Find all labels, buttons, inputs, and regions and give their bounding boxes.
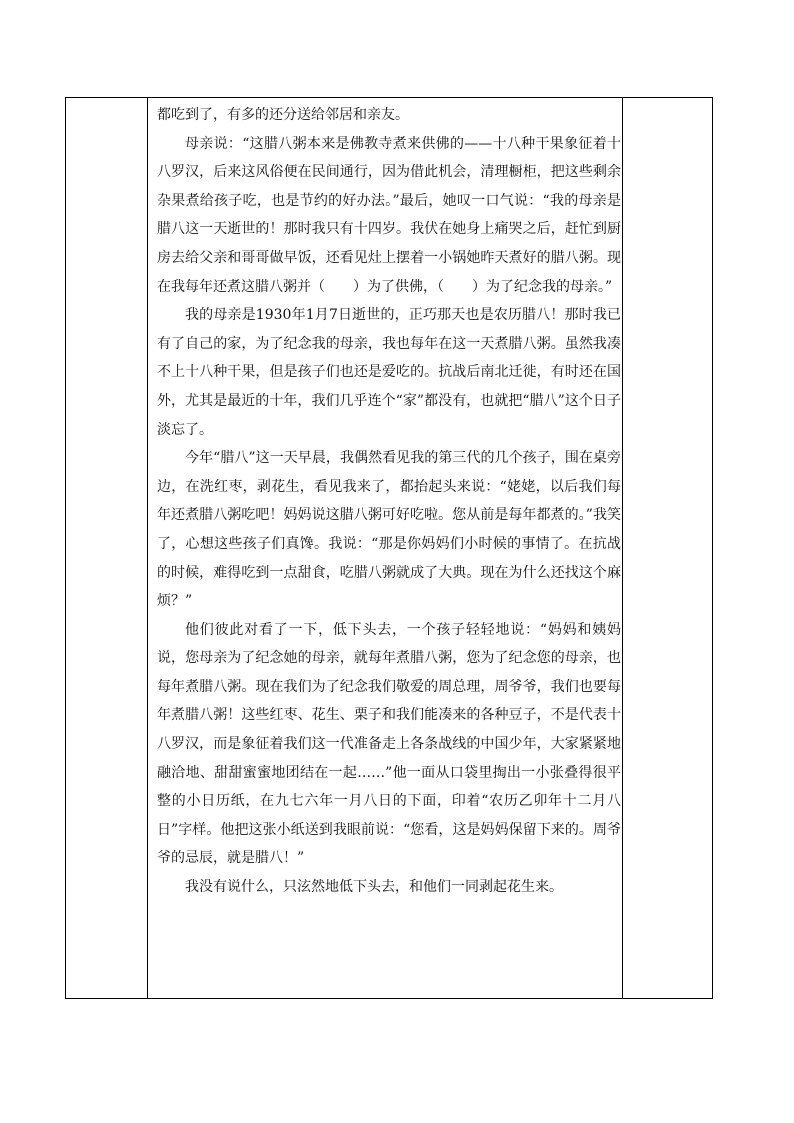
paragraph: 母亲说：“这腊八粥本来是佛教寺煮来供佛的——十八种干果象征着十八罗汉，后来这风俗便在民间通行，因为借此机会，清理橱柜，把这些剩余杂果煮给孩子吃，也是节约的好办法。”最后，她叹一口气说：“我的母亲是腊八这一天逝世的！那时我只有十四岁。我伏在她身上痛哭之后，赶忙到厨房去给父亲和哥哥做早饭，还看见灶上摆着一小锅她昨天煮好的腊八粥。现在我每年还煮这腊八粥并（ ）为了供佛，（ ）为了纪念我的母亲。” [157,135,621,295]
paragraph: 都吃到了，有多的还分送给邻居和亲友。 [157,107,409,123]
paragraph: 我没有说什么，只泫然地低下头去，和他们一同剥起花生来。 [185,879,563,896]
essay-text-cell [157,101,621,902]
paragraph: 今年“腊八”这一天早晨，我偶然看见我的第三代的几个孩子，围在桌旁边，在洗红枣，剥花生，看见我来了，都抬起头来说：“姥姥，以后我们每年还煮腊八粥吃吧！妈妈说这腊八粥可好吃啦。您从前是每年都煮的。”我笑了，心想这些孩子们真馋。我说：“那是你妈妈们小时候的事情了。在抗战的时候，难得吃到一点甜食，吃腊八粥就成了大典。现在为什么还找这个麻烦？” [157,450,621,610]
lesson-table [65,97,713,999]
paragraph: 他们彼此对看了一下，低下头去，一个孩子轻轻地说：“妈妈和姨妈说，您母亲为了纪念她的母亲，就每年煮腊八粥，您为了纪念您的母亲，也每年煮腊八粥。现在我们为了纪念我们敬爱的周总理，周爷爷，我们也要每年煮腊八粥！这些红枣、花生、栗子和我们能凑来的各种豆子，不是代表十八罗汉，而是象征着我们这一代准备走上各条战线的中国少年，大家紧紧地融洽地、甜甜蜜蜜地团结在一起……”他一面从口袋里掏出一小张叠得很平整的小日历纸，在九七六年一月八日的下面，印着“农历乙卯年十二月八日”字样。他把这张小纸送到我眼前说：“您看，这是妈妈保留下来的。周爷爷的忌辰，就是腊八！” [157,621,621,867]
column-divider-left [147,98,148,998]
column-divider-right [622,98,623,998]
paragraph: 我的母亲是1930年1月7日逝世的，正巧那天也是农历腊八！那时我已有了自己的家，为了纪念我的母亲，我也每年在这一天煮腊八粥。虽然我凑不上十八种干果，但是孩子们也还是爱吃的。抗战后南北迁徙，有时还在国外，尤其是最近的十年，我们几乎连个“家”都没有，也就把“腊八”这个日子淡忘了。 [157,307,621,438]
